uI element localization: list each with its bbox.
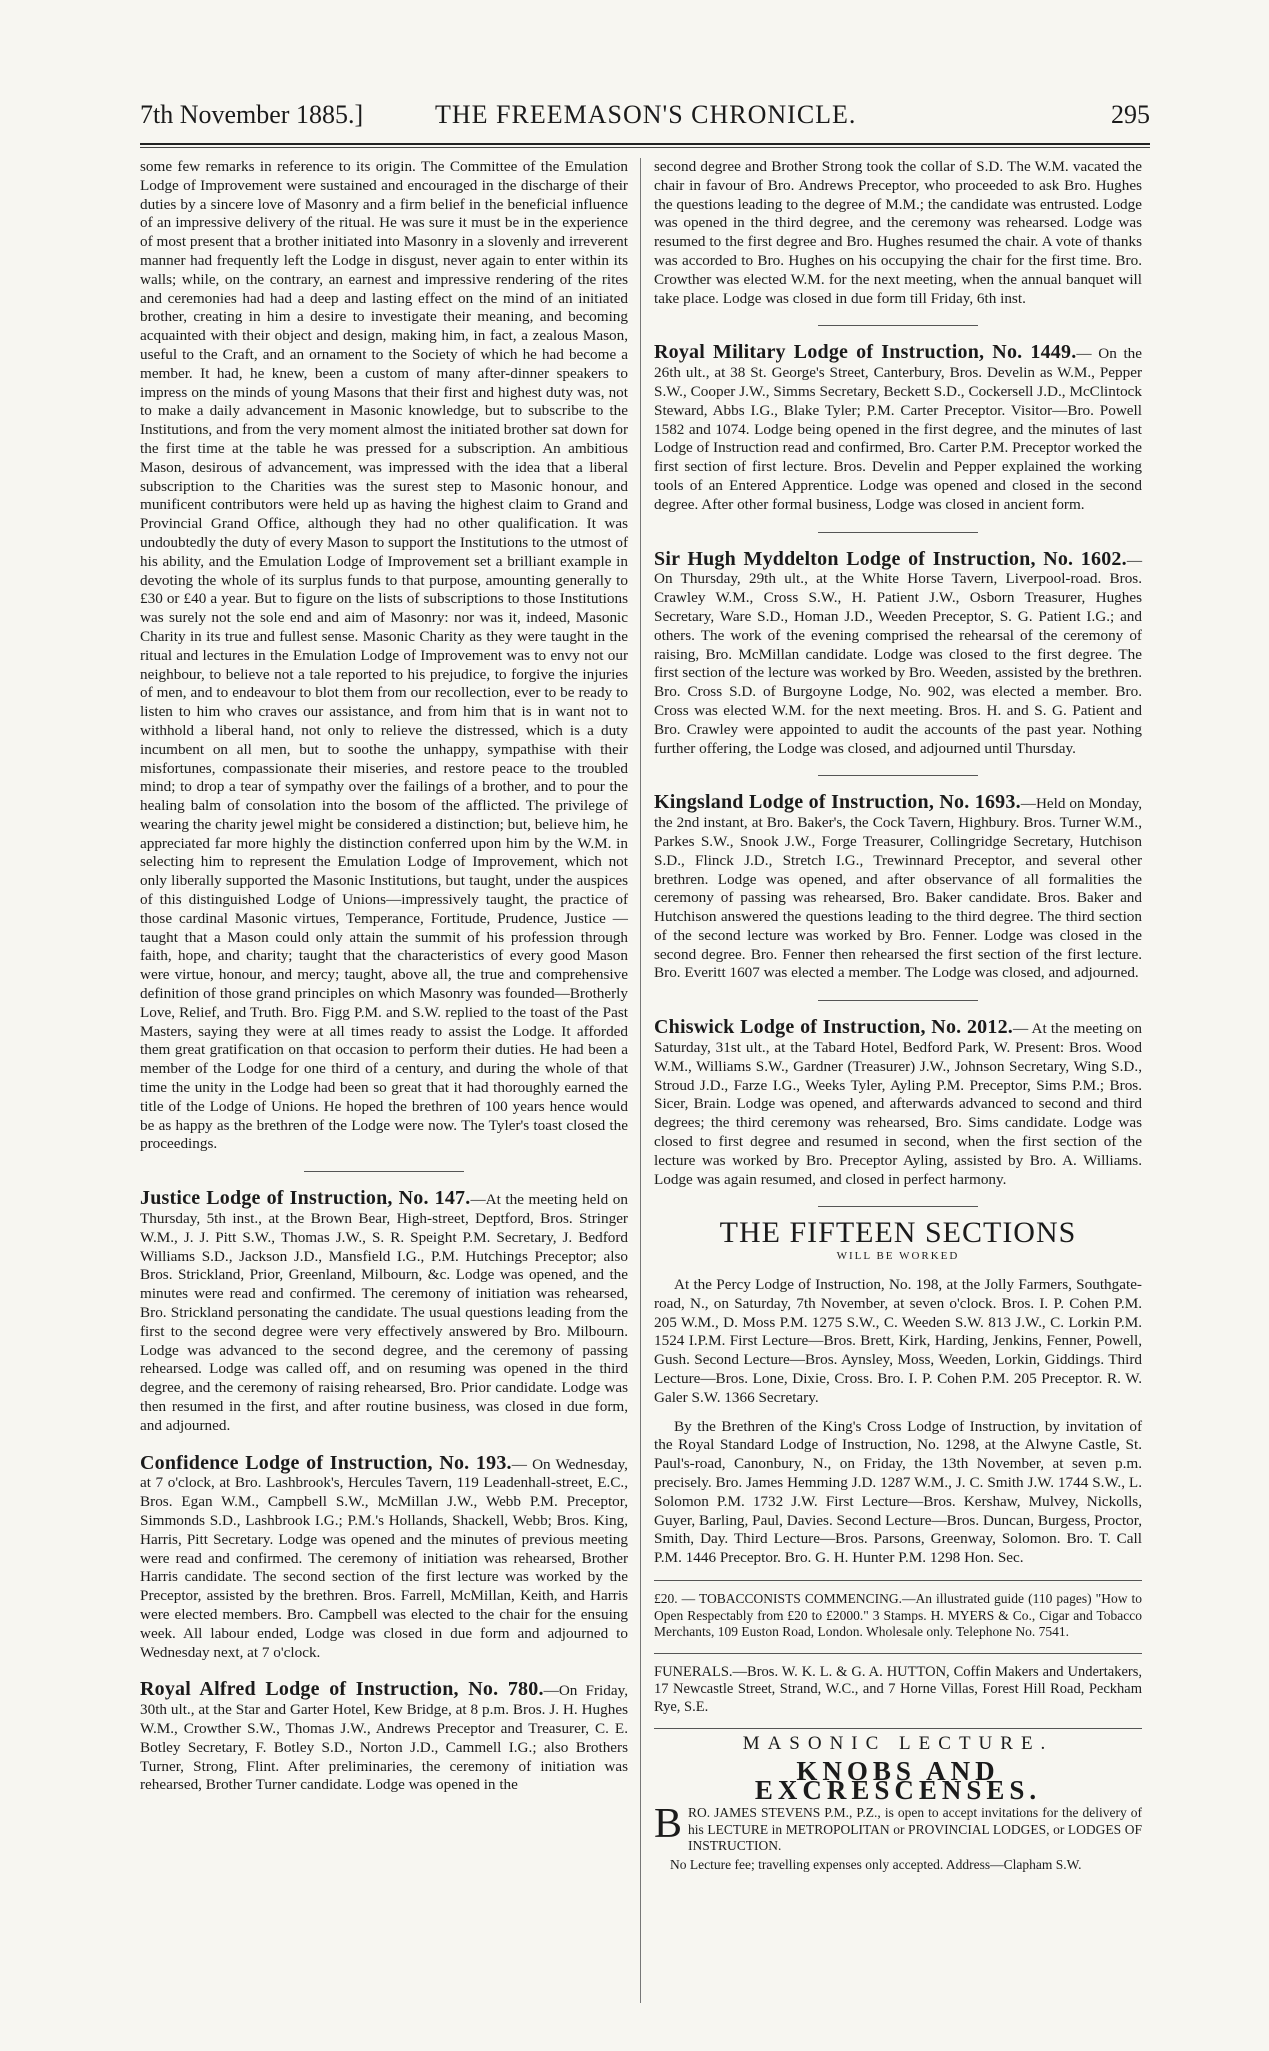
section-separator (818, 325, 978, 326)
report-continuation: second degree and Brother Strong took the collar of S.D. The W.M. vacated the chair in favour of Bro. Andrews Preceptor, who proceeded to ask Bro. Hughes the questions leading to the degree of M.M.; the candidate was entrusted. Lodge was opened in the third degree, and the ceremony was rehearsed. Lodge was resumed to the first degree and Bro. Hughes resumed the chair. A vote of thanks was accorded to Bro. Hughes on his occupying the chair for the first time. Bro. Crowther was elected W.M. for the next meeting, when the annual banquet will take place. Lodge was closed in due form till Friday, 6th inst. (654, 158, 1142, 307)
advert-rule (654, 1580, 1142, 1581)
masthead-rule-thin (140, 147, 1150, 148)
report-heading: Justice Lodge of Instruction, No. 147. (140, 1187, 471, 1210)
lecture-note: No Lecture fee; travelling expenses only accepted. Address—Clapham S.W. (670, 1856, 1082, 1872)
report-justice-lodge (140, 1189, 628, 1435)
spacer (654, 1408, 1142, 1418)
newspaper-title: THE FREEMASON'S CHRONICLE. (435, 100, 857, 129)
report-kingsland-lodge (654, 793, 1142, 983)
issue-date: 7th November 1885.] (140, 100, 364, 129)
report-heading: Kingsland Lodge of Instruction, No. 1693. (654, 791, 1021, 814)
article-continuation: some few remarks in reference to its origin. The Committee of the Emulation Lodge of Improvement were sustained and encouraged in the discharge of their duties by a sincere love of Masonry and a firm belief in the beneficial influence of an impressive delivery of the ritual. He was sure it must be in the experience of most present that a brother initiated into Masonry in a slovenly and irreverent manner had frequently left the Lodge in disgust, never again to enter within its walls; while, on the contrary, an earnest and impressive rendering of the rites and ceremonies had had a deep and lasting effect on the mind of an initiated brother, creating in him a desire to investigate their meaning, and becoming acquainted with their object and design, making him, in fact, a zealous Mason, useful to the Craft, and an ornament to the Society of which he had become a member. It had, he knew, been a custom of many after-dinner speakers to impress on the minds of young Masons that their first and highest duty was, not to make a daily advancement in Masonic knowledge, but to subscribe to the Institutions, and from the very moment almost the initiated brother sat down for the first time at the table he was pressed for a subscription. An ambitious Mason, desirous of advancement, was impressed with the idea that a liberal subscription to the Charities was the surest step to Masonic honour, and munificent contributors were held up as having the highest claim to Grand and Provincial Grand Office, although they had no other qualification. It was undoubtedly the duty of every Mason to support the Institutions to the utmost of his ability, and the Emulation Lodge of Improvement set a brilliant example in devoting the whole of its surplus funds to that purpose, amounting generally to £30 or £40 a year. But to figure on the lists of subscriptions to those Institutions was surely not the sole end and aim of Masonry: nor was it, indeed, Masonic Charity in its true and fullest sense. Masonic Charity as they were taught in the ritual and lectures in the Emulation Lodge of Improvement was to envy not our neighbour, to believe not a tale reported to his prejudice, to forgive the injuries of men, and to endeavour to blot them from our recollection, ever to be ready to listen to him who craves our assistance, and from him that is in want not to withhold a liberal hand, not only to relieve the distressed, which is a duty incumbent on all men, but to soothe the unhappy, sympathise with their misfortunes, compassionate their miseries, and restore peace to the troubled mind; to drop a tear of sympathy over the failings of a brother, and to pour the healing balm of consolation into the bosom of the afflicted. The privilege of wearing the charity jewel might be considered a distinction; but, believe him, he appreciated far more highly the distinction conferred upon him by the W.M. in selecting him to represent the Emulation Lodge of Improvement, which not only liberally supported the Masonic Institutions, but taught, under the auspices of this distinguished Lodge of Unions—impressively taught, the practice of those cardinal Masonic virtues, Temperance, Fortitude, Prudence, Justice — taught that a Mason could only attain the summit of his profession through faith, hope, and charity; taught that the characteristics of every good Mason were virtue, honour, and mercy; taught, above all, the true and comprehensive definition of those grand principles on which Masonry was founded—Brotherly Love, Relief, and Truth. Bro. Figg P.M. and S.W. replied to the toast of the Past Masters, saying they were at all times ready to assist the Lodge. It afforded them great gratification on that occasion to perform their duties. He had been a member of the Lodge for one third of a century, and during the whole of that time the unity in the Lodge had been so great that it had thoroughly earned the title of the Lodge of Unions. He hoped the brethren of 100 years hence would be as happy as the brethren of the Lodge were now. The Tyler's toast closed the proceedings. (140, 158, 628, 1153)
fifteen-sections-percy-lodge: At the Percy Lodge of Instruction, No. 198, at the Jolly Farmers, Southgate-road, N., on Saturday, 7th November, at seven o'clock. Bros. I. P. Cohen P.M. 205 W.M., D. Moss P.M. 1275 S.W., C. Weeden S.W. 813 J.W., C. Lorkin P.M. 1524 I.P.M. First Lecture—Bros. Brett, Kirk, Harding, Jenkins, Fenner, Powell, Gush. Second Lecture—Bros. Aynsley, Moss, Weeden, Lorkin, Giddings. Third Lecture—Bros. Lone, Dixie, Cross. Bro. I. P. Cohen P.M. 205 Preceptor. R. W. Galer S.W. 1366 Secretary. (654, 1276, 1142, 1406)
advert-tobacconists: £20. — TOBACCONISTS COMMENCING.—An illustrated guide (110 pages) "How to Open Respectably from £20 to £2000." 3 Stamps. H. MYERS & Co., Cigar and Tobacco Merchants, 109 Euston Road, London. Wholesale only. Telephone No. 7541. (654, 1591, 1142, 1639)
drop-cap: B (654, 1801, 683, 1848)
report-body: —On Thursday, 29th ult., at the White Horse Tavern, Liverpool-road. Bros. Crawley W.M., Cross S.W., H. Patient J.W., Osborn Treasurer, Hughes Secretary, Ware S.D., Homan J.D., Weeden Preceptor, S. G. Patient I.G.; and others. The work of the evening comprised the rehearsal of the ceremony of raising, Bro. McMillan candidate. Lodge was closed to the first degree. The first section of the lecture was worked by Bro. Weeden, assisted by the brethren. Bro. Cross S.D. of Burgoyne Lodge, No. 902, was elected a member. Bro. Cross was elected W.M. for the next meeting. Bros. H. and S. G. Patient and Bro. Crawley were appointed to audit the accounts of the past year. Nothing further offering, the Lodge was closed, and adjourned until Thursday. (654, 551, 1142, 757)
fifteen-sections-subtitle: WILL BE WORKED (836, 1250, 960, 1263)
section-separator (818, 532, 978, 533)
lecture-announcement (654, 1801, 1142, 1855)
masthead (140, 100, 1150, 140)
advert-rule (654, 1653, 1142, 1654)
lecture-announcement-text: RO. JAMES STEVENS P.M., P.Z., is open to accept invitations for the delivery of his LECTURE in METROPOLITAN or PROVINCIAL LODGES, or LODGES OF INSTRUCTION. (688, 1805, 1142, 1854)
report-body: — On the 26th ult., at 38 St. George's Street, Canterbury, Bros. Develin as W.M., Pepper S.W., Cooper J.W., Simms Secretary, Beckett S.D., Cockersell J.D., McClintock Steward, Abbs I.G., Blake Tyler; P.M. Carter Preceptor. Visitor—Bro. Powell 1582 and 1074. Lodge being opened in the first degree, and the minutes of last Lodge of Instruction read and confirmed, Bro. Carter P.M. Preceptor worked the first section of first lecture. Bros. Develin and Pepper explained the working tools of an Entered Apprentice. Lodge was opened and closed in the second degree. After other formal business, Lodge was closed in ancient form. (654, 345, 1143, 513)
report-heading: Sir Hugh Myddelton Lodge of Instruction, No. 1602. (654, 547, 1127, 570)
section-separator (818, 775, 978, 776)
report-sir-hugh-myddelton-lodge (654, 547, 1142, 759)
masonic-lecture-title: MASONIC LECTURE. (742, 1733, 1054, 1754)
page-number: 295 (1111, 100, 1150, 129)
section-separator (304, 1171, 464, 1172)
section-separator (818, 1206, 978, 1207)
report-body: —Held on Monday, the 2nd instant, at Bro. Baker's, the Cock Tavern, Highbury. Bros. Turner W.M., Parkes S.W., Snook J.W., Forge Treasurer, Collingridge Secretary, Hutchison S.D., Flinck J.D., Stretch I.G., Trewinnard Preceptor, and several other brethren. Lodge was opened, and after observance of all formalities the ceremony of passing was rehearsed, Bro. Baker candidate. Bros. Baker and Hutchison answered the questions leading to the third degree. The third section of the second lecture was worked by Bro. Fenner. Lodge was closed in the second degree. Bro. Fenner then rehearsed the first section of the first lecture. Bro. Everitt 1607 was elected a member. The Lodge was closed, and adjourned. (654, 795, 1142, 982)
report-royal-alfred-lodge (140, 1680, 628, 1795)
report-body: —On Friday, 30th ult., at the Star and Garter Hotel, Kew Bridge, at 8 p.m. Bros. J. H. Hughes W.M., Crowther S.W., Thomas J.W., Andrews Preceptor and Treasurer, C. E. Botley Secretary, F. Botley S.D., Norton J.D., Cammell I.G.; also Brothers Turner, Strong, Flint. After preliminaries, the ceremony of initiation was rehearsed, Brother Turner candidate. Lodge was opened in the (140, 1682, 628, 1794)
report-heading: Confidence Lodge of Instruction, No. 193. (140, 1451, 512, 1474)
advert-rule (654, 1728, 1142, 1729)
advert-funerals: FUNERALS.—Bros. W. K. L. & G. A. HUTTON, Coffin Makers and Undertakers, 17 Newcastle Street, Strand, W.C., and 7 Horne Villas, Forest Hill Road, Peckham Rye, S.E. (654, 1663, 1142, 1715)
report-heading: Chiswick Lodge of Instruction, No. 2012. (654, 1016, 1013, 1039)
report-body: — At the meeting on Saturday, 31st ult., at the Tabard Hotel, Bedford Park, W. Present: Bros. Wood W.M., Williams S.W., Gardner (Treasurer) J.W., Johnson Secretary, Wing S.D., Stroud J.D., Farze I.G., Weeks Tyler, Ayling P.M. Preceptor, Sims P.M.; Bros. Sicer, Brain. Lodge was opened, and afterwards advanced to second and third degrees; the third ceremony was rehearsed, Bro. Sims candidate. Lodge was closed to first degree and resumed in second, when the first section of the lecture was worked by Bro. Preceptor Ayling, assisted by Bro. A. Williams. Lodge was again resumed, and closed in perfect harmony. (654, 1020, 1142, 1188)
report-confidence-lodge (140, 1451, 628, 1663)
report-heading: Royal Military Lodge of Instruction, No. 1449. (654, 341, 1077, 364)
fifteen-sections-title: THE FIFTEEN SECTIONS (719, 1216, 1077, 1250)
lecture-name: KNOBS AND EXCRESCENSES. (754, 1755, 1042, 1805)
right-column (654, 158, 1142, 1873)
fifteen-sections-kings-cross-lodge: By the Brethren of the King's Cross Lodge of Instruction, by invitation of the Royal Standard Lodge of Instruction, No. 1298, at the Alwyne Castle, St. Paul's-road, Canonbury, N., on Friday, the 13th November, at seven p.m. precisely. Bro. James Hemming J.D. 1287 W.M., J. C. Smith J.W. 1744 S.W., L. Solomon P.M. 1732 J.W. First Lecture—Bros. Kershaw, Mulvey, Nickolls, Guyer, Barling, Paul, Davies. Second Lecture—Bros. Duncan, Burgess, Proctor, Smith, Day. Third Lecture—Bros. Parsons, Greenway, Solomon. Bro. T. Call P.M. 1446 Preceptor. Bro. G. H. Hunter P.M. 1298 Hon. Sec. (654, 1417, 1142, 1567)
report-body: —At the meeting held on Thursday, 5th inst., at the Brown Bear, High-street, Deptford, Bros. Stringer W.M., J. J. Pitt S.W., Thomas J.W., S. R. Speight P.M. Secretary, J. Bedford Williams S.D., Jackson J.D., Mansfield I.G., P.M. Hutchings Preceptor; also Bros. Strickland, Prior, Greenland, Milbourn, &c. Lodge was opened, and the minutes were read and confirmed. The ceremony of initiation was rehearsed, Bro. Strickland personating the candidate. The usual questions leading from the first to the second degree were very effectively answered by Bro. Milbourn. Lodge was advanced to the second degree, and the ceremony of passing rehearsed. Lodge was called off, and on resuming was opened in the third degree, and the ceremony of raising rehearsed, Bro. Prior candidate. Lodge was then resumed in the first, and after routine business, was closed in due form, and adjourned. (140, 1191, 628, 1434)
report-chiswick-lodge (654, 1018, 1142, 1189)
report-body: — On Wednesday, at 7 o'clock, at Bro. Lashbrook's, Hercules Tavern, 119 Leadenhall-street, E.C., Bros. Egan W.M., Campbell S.W., McMillan J.W., Webb P.M. Preceptor, Simmonds S.D., Lashbrook I.G.; P.M.'s Hollands, Shackell, Webb; Bros. King, Harris, Pitt Secretary. Lodge was opened and the minutes of previous meeting were read and confirmed. The ceremony of initiation was rehearsed, Brother Harris candidate. The second section of the first lecture was worked by the Preceptor, assisted by the brethren. Bros. Farrell, McMillan, Keith, and Harris were elected members. Bro. Campbell was elected to the chair for the ensuing week. All labour ended, Lodge was closed in due form and adjourned to Wednesday next, at 7 o'clock. (140, 1455, 628, 1661)
masthead-rule (140, 143, 1150, 145)
column-divider (640, 158, 641, 2003)
section-separator (818, 1000, 978, 1001)
report-heading: Royal Alfred Lodge of Instruction, No. 780. (140, 1678, 544, 1701)
left-column (140, 158, 628, 1795)
report-royal-military-lodge (654, 343, 1142, 514)
